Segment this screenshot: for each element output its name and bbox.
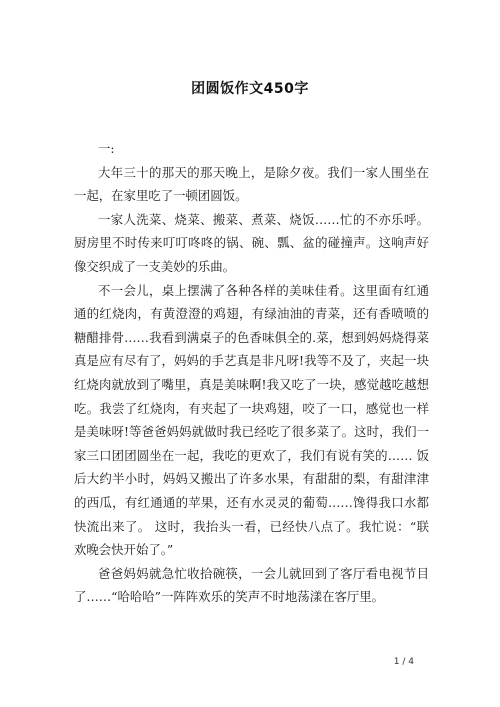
page-number: 1 / 4 [393,657,414,667]
paragraph: 大年三十的那天的那天晚上，是除夕夜。我们一家人围坐在一起，在家里吃了一顿团圆饭。 [74,164,429,204]
paragraph: 一家人洗菜、烧菜、搬菜、煮菜、烧饭……忙的不亦乐呼。厨房里不时传来叮叮咚咚的锅、碗、瓢、盆的碰撞声。这响声好像交织成了一支美妙的乐曲。 [74,211,429,274]
paragraph: 不一会儿，桌上摆满了各种各样的美味佳肴。这里面有红通通的红烧肉，有黄澄澄的鸡翅，有绿油油的青菜，还有香喷喷的糖醋排骨……我看到满桌子的色香味俱全的.菜，想到妈妈烧得菜真是应有尽有了，妈妈的手艺真是非凡呀!我等不及了，夹起一块红烧肉就放到了嘴里，真是美味啊!我又吃了一块，感觉越吃越想吃。我尝了红烧肉，有夹起了一块鸡翅，咬了一口，感觉也一样是美味呀!等爸爸妈妈就做时我已经吃了很多菜了。这时，我们一家三口团团圆坐在一起，我吃的更欢了，我们有说有笑的…… 饭后大约半小时，妈妈又搬出了许多水果，有甜甜的梨，有甜津津的西瓜，有红通通的苹果，还有水灵灵的葡萄……馋得我口水都快流出来了。 这时，我抬头一看，已经快八点了。我忙说：“联欢晚会快开始了。” [74,282,429,558]
article-body [74,137,429,609]
section-label: 一: [98,141,115,156]
paragraph: 爸爸妈妈就急忙收拾碗筷，一会儿就回到了客厅看电视节目了……“哈哈哈”一阵阵欢乐的笑声不时地荡漾在客厅里。 [74,565,429,605]
page-title: 团圆饭作文450字 [191,81,309,97]
